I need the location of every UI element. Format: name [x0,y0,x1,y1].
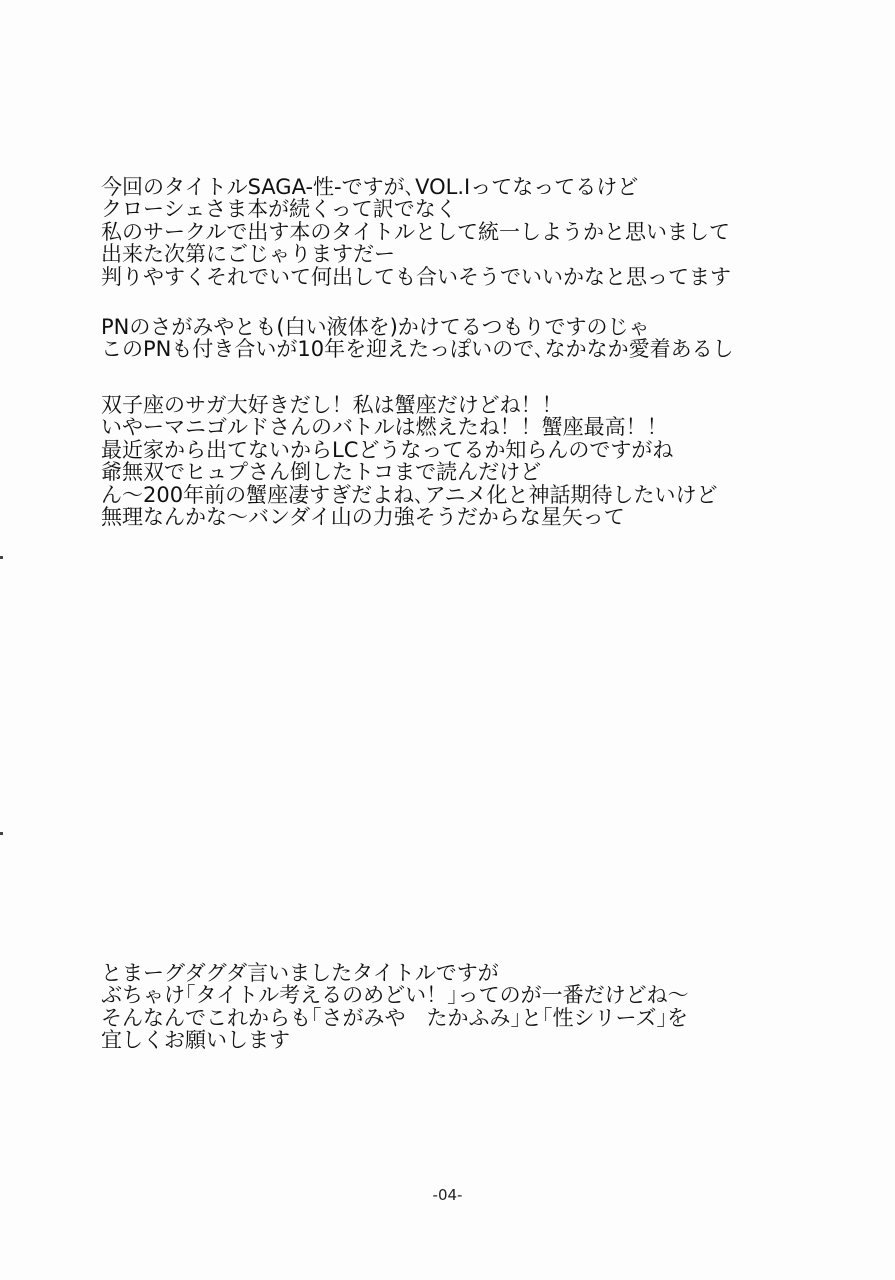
text-line: 爺無双でヒュプさん倒したトコまで読んだけど [101,460,542,485]
text-line: ん～200年前の蟹座凄すぎだよね､アニメ化と神話期待したいけど [101,482,718,507]
text-line: 最近家から出てないからLCどうなってるか知らんのですがね [101,437,674,462]
text-line: 出来た次第にごじゃりますだー [101,242,395,267]
paragraph-pen-name [101,316,801,361]
text-line: 宜しくお願いします [101,1028,290,1053]
text-line: ぶちゃけ｢タイトル考えるのめどい！｣ってのが一番だけどね～ [101,983,689,1008]
text-line: そんなんでこれからも｢さがみや たかふみ｣と｢性シリーズ｣を [101,1005,688,1030]
scan-edge-mark [0,832,3,835]
paragraph-closing [101,962,801,1052]
paragraph-title-explanation [101,176,801,288]
text-line: 私のサークルで出す本のタイトルとして統一しようかと思いまして [101,219,730,244]
text-line: いやーマニゴルドさんのバトルは燃えたね！！蟹座最高！！ [101,415,668,440]
text-line: 判りやすくそれでいて何出しても合いそうでいいかなと思ってます [101,264,731,289]
text-line: とまーグダグダ言いましたタイトルですが [101,961,499,985]
text-line: クローシェさま本が続くって訳でなく [101,197,457,222]
text-line: 今回のタイトルSAGA-性-ですが､VOL.Ⅰってなってるけど [101,175,639,199]
paragraph-saga-fandom [101,394,801,528]
text-line: PNのさがみやとも(白い液体を)かけてるつもりですのじゃ [101,315,650,339]
text-line: 双子座のサガ大好きだし！私は蟹座だけどね！！ [101,393,563,417]
text-line: 無理なんかな～バンダイ山の力強そうだからな星矢って [101,505,625,530]
text-line: このPNも付き合いが10年を迎えたっぽいので､なかなか愛着あるし [101,337,734,362]
scan-edge-mark [0,556,3,559]
page-number: -04- [432,1186,463,1204]
